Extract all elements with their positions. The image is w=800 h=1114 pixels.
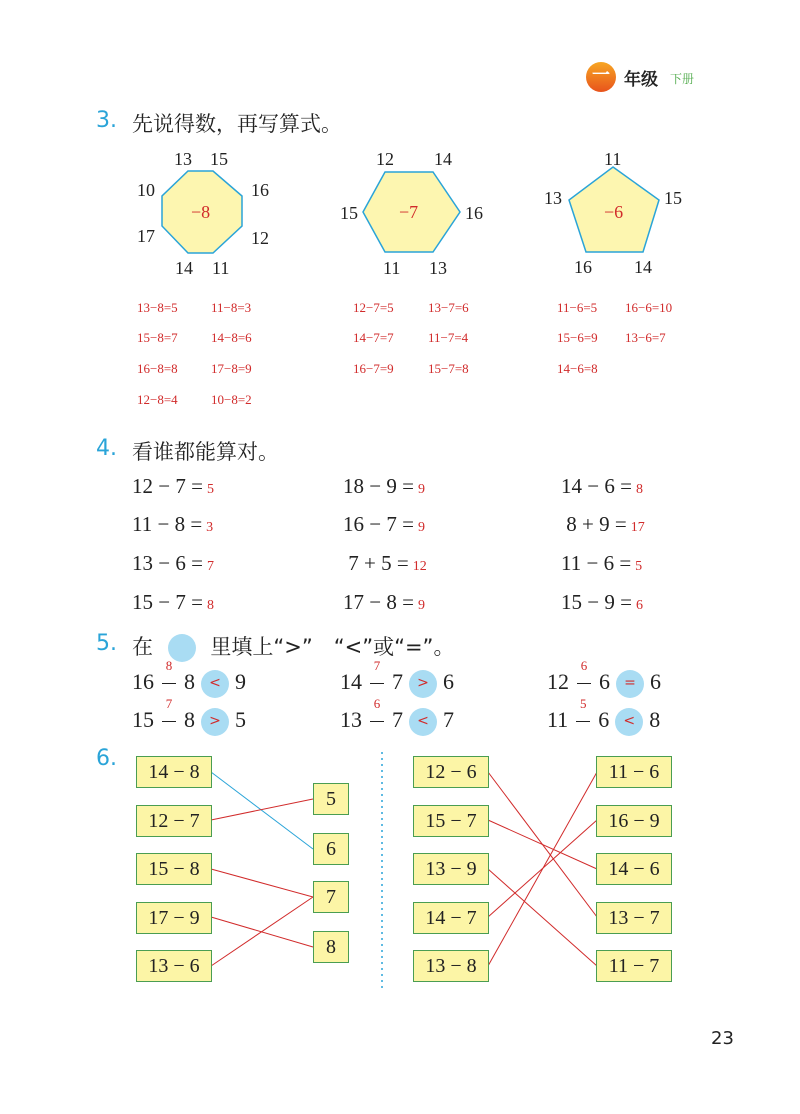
oct-center: −8	[191, 202, 211, 222]
oct-num: 15	[210, 149, 228, 169]
q5-item: 13 6 7 < 7	[340, 707, 454, 737]
q5-text-before: 在	[132, 635, 153, 659]
grade-badge-text: 一	[592, 65, 610, 86]
oct-num: 11	[212, 258, 230, 278]
connector-line	[211, 799, 313, 820]
oct-equation: 12−8=4	[137, 392, 178, 407]
hex-num: 16	[465, 203, 483, 223]
q4-item: 14 − 6 = 8	[561, 474, 643, 498]
pent-equation: 15−6=9	[557, 330, 598, 345]
q6-left-expr: 15 − 8	[136, 853, 212, 885]
q3-number: 3.	[96, 108, 117, 133]
hex-equation: 16−7=9	[353, 361, 394, 376]
connector-line	[211, 869, 313, 897]
connector-line	[488, 820, 597, 869]
grade-label: 年级	[624, 70, 658, 90]
hex-equation: 14−7=7	[353, 330, 394, 345]
q4-item: 11 − 8 = 3	[132, 512, 214, 536]
q4-item: 8 + 9 = 17	[561, 512, 645, 536]
q5-text-after: 里填上“>” “<”或“=”。	[210, 635, 455, 659]
hex-num: 11	[383, 258, 401, 278]
answer-circle: >	[201, 708, 229, 736]
q4-item: 15 − 9 = 6	[561, 590, 643, 614]
q6-right-expr: 13 − 9	[413, 853, 489, 885]
q4-number: 4.	[96, 436, 117, 461]
q4-item: 16 − 7 = 9	[343, 512, 425, 536]
q6-left-expr: 13 − 6	[136, 950, 212, 982]
answer-circle: <	[201, 670, 229, 698]
connector-line	[488, 869, 597, 966]
oct-num: 16	[251, 180, 269, 200]
oct-num: 14	[175, 258, 193, 278]
q6-right-result: 14 − 6	[596, 853, 672, 885]
oct-equation: 10−8=2	[211, 392, 252, 407]
q4-item: 7 + 5 = 12	[343, 551, 427, 575]
hex-num: 12	[376, 149, 394, 169]
q6-right-result: 13 − 7	[596, 902, 672, 934]
q6-right-expr: 14 − 7	[413, 902, 489, 934]
answer-circle: =	[616, 670, 644, 698]
q6-right-expr: 13 − 8	[413, 950, 489, 982]
pent-num: 15	[664, 188, 682, 208]
connector-line	[211, 772, 313, 849]
q4-item: 15 − 7 = 8	[132, 590, 214, 614]
q6-left-result: 5	[313, 783, 349, 815]
hex-num: 14	[434, 149, 452, 169]
q5-item: 14 7 7 > 6	[340, 669, 454, 699]
pent-center: −6	[604, 202, 624, 222]
q6-left-expr: 14 − 8	[136, 756, 212, 788]
q4-item: 11 − 6 = 5	[561, 551, 643, 575]
hex-center: −7	[399, 202, 419, 222]
answer-circle: <	[409, 708, 437, 736]
q5-item: 12 6 6 = 6	[547, 669, 661, 699]
hex-equation: 15−7=8	[428, 361, 469, 376]
connector-line	[211, 897, 313, 966]
oct-equation: 16−8=8	[137, 361, 178, 376]
q5-item: 15 7 8 > 5	[132, 707, 246, 737]
q4-item: 12 − 7 = 5	[132, 474, 214, 498]
connector-line	[488, 772, 597, 966]
pent-equation: 16−6=10	[625, 300, 673, 315]
pent-equation: 13−6=7	[625, 330, 666, 345]
q5-item: 16 8 8 < 9	[132, 669, 246, 699]
q6-right-result: 11 − 7	[596, 950, 672, 982]
oct-num: 13	[174, 149, 192, 169]
answer-circle: <	[615, 708, 643, 736]
q6-right-expr: 15 − 7	[413, 805, 489, 837]
pent-num: 13	[544, 188, 562, 208]
hex-equation: 13−7=6	[428, 300, 469, 315]
pent-equation: 11−6=5	[557, 300, 598, 315]
oct-num: 17	[137, 226, 155, 246]
q6-right-result: 11 − 6	[596, 756, 672, 788]
oct-equation: 14−8=6	[211, 330, 252, 345]
q6-left-result: 8	[313, 931, 349, 963]
page-number: 23	[711, 1028, 734, 1049]
q6-right-expr: 12 − 6	[413, 756, 489, 788]
pent-num: 11	[604, 149, 622, 169]
answer-circle: >	[409, 670, 437, 698]
q6-left-result: 6	[313, 833, 349, 865]
oct-equation: 17−8=9	[211, 361, 252, 376]
volume-label: 下册	[670, 72, 695, 86]
q5-item: 11 5 6 < 8	[547, 707, 660, 737]
q6-right-result: 16 − 9	[596, 805, 672, 837]
hex-equation: 12−7=5	[353, 300, 394, 315]
q4-title: 看谁都能算对。	[132, 440, 279, 464]
q4-item: 17 − 8 = 9	[343, 590, 425, 614]
q3-title: 先说得数，再写算式。	[132, 112, 342, 136]
q6-left-expr: 17 − 9	[136, 902, 212, 934]
oct-num: 12	[251, 228, 269, 248]
oct-equation: 11−8=3	[211, 300, 252, 315]
q6-number: 6.	[96, 746, 117, 771]
q5-number: 5.	[96, 631, 117, 656]
pent-num: 16	[574, 257, 592, 277]
q4-item: 13 − 6 = 7	[132, 551, 214, 575]
hex-num: 13	[429, 258, 447, 278]
oct-equation: 13−8=5	[137, 300, 178, 315]
pent-num: 14	[634, 257, 652, 277]
oct-num: 10	[137, 180, 155, 200]
q6-left-result: 7	[313, 881, 349, 913]
hex-num: 15	[340, 203, 358, 223]
oct-equation: 15−8=7	[137, 330, 178, 345]
pent-equation: 14−6=8	[557, 361, 598, 376]
q6-left-expr: 12 − 7	[136, 805, 212, 837]
q4-item: 18 − 9 = 9	[343, 474, 425, 498]
hex-equation: 11−7=4	[428, 330, 469, 345]
